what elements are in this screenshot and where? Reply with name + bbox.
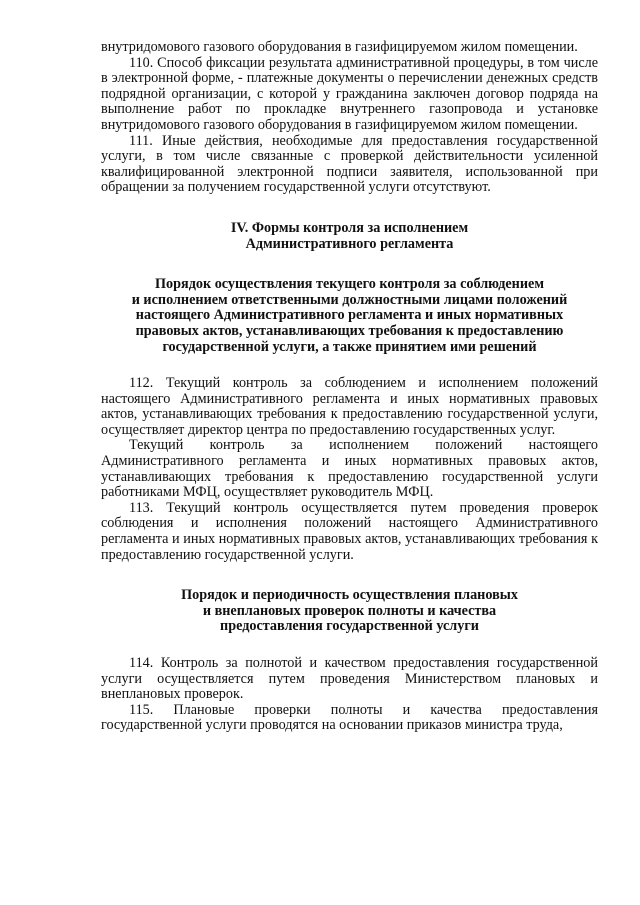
subsection-heading-line: государственной услуги, а также принятием ими решений [162,338,537,355]
subsection-heading-line: Порядок и периодичность осуществления плановых [181,587,518,604]
paragraph-111: 111. Иные действия, необходимые для предоставления государственной услуги, в том числе связанные с проверкой действительности усиленной квалифицированной электронной подписи заявителя, использованной при обращении за получением государственной услуги отсутствуют. [101,132,598,196]
paragraph-110: 110. Способ фиксации результата административной процедуры, в том числе в электронной форме, - платежные документы о перечислении денежных средств подрядной организации, с которой у гражданина заключен договор подряда на выполнение работ по прокладке внутреннего газопровода и установке внутридомового газового оборудования в газифицируемом жилом помещении. [101,54,598,133]
subsection-heading-line: предоставления государственной услуги [220,618,479,635]
paragraph-112: 112. Текущий контроль за соблюдением и исполнением положений настоящего Административного регламента и иных нормативных правовых актов, устанавливающих требования к предоставлению государственной услуги, осуществляет директор центра по предоставлению государственных услуг. [101,375,598,438]
section-heading [101,221,598,252]
section-heading-line: IV. Формы контроля за исполнением [230,219,469,236]
paragraph-112-continued: Текущий контроль за исполнением положений настоящего Административного регламента и иных нормативных правовых актов, устанавливающих требования к предоставлению государственной услуги работниками МФЦ, осуществляет руководитель МФЦ. [101,437,598,501]
paragraph-continuation: внутридомового газового оборудования в газифицируемом жилом помещении. [101,39,578,55]
subsection-heading-inspections [101,588,598,635]
paragraph-114: 114. Контроль за полнотой и качеством предоставления государственной услуги осуществляется путем проведения Министерством плановых и внеплановых проверок. [101,655,598,703]
subsection-heading-line: и внеплановых проверок полноты и качества [202,602,497,619]
subsection-heading-line: Порядок осуществления текущего контроля за соблюдением [155,276,544,293]
subsection-heading-line: правовых актов, устанавливающих требования к предоставлению [135,322,564,339]
subsection-heading-current-control [101,277,598,355]
paragraph-115: 115. Плановые проверки полноты и качества предоставления государственной услуги проводятся на основании приказов министра труда, [101,701,598,734]
paragraph-113: 113. Текущий контроль осуществляется путем проведения проверок соблюдения и исполнения положений настоящего Административного регламента и иных нормативных правовых актов, устанавливающих требования к предоставлению государственной услуги. [101,499,598,563]
subsection-heading-line: и исполнением ответственными должностными лицами положений [131,291,568,308]
subsection-heading-line: настоящего Административного регламента и иных нормативных [135,307,564,324]
section-heading-line: Административного регламента [245,235,454,252]
